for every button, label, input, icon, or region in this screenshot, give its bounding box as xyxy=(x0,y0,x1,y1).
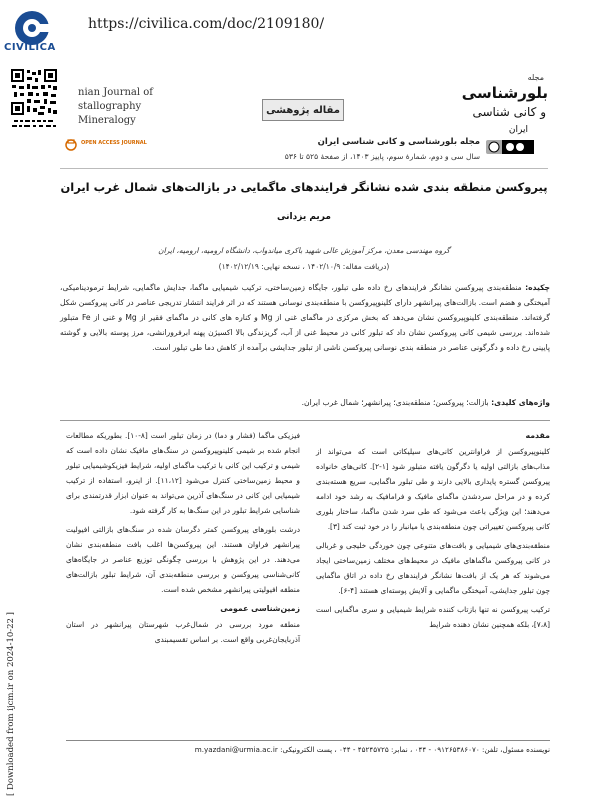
issue-info: سال سی و دوم، شمارهٔ سوم، پاییز ۱۴۰۳، از صفحهٔ ۵۲۵ تا ۵۳۶ xyxy=(284,152,480,161)
journal-english-name-line: Mineralogy xyxy=(78,115,136,126)
author-affiliation: گروه مهندسی معدن، مرکز آموزش عالی شهید باکری میاندواب، دانشگاه ارومیه، ارومیه، ایران xyxy=(158,246,450,255)
section-heading: مقدمه xyxy=(525,431,550,440)
journal-logo-line: و کانی شناسی xyxy=(472,105,546,119)
body-paragraph: کلینوپیروکسن از فراوانترین کانی‌های سیلیکاتی است که می‌تواند از مذاب‌های بازالتی اولیه یا دگرگون یافته متبلور شود [۱-۲]. کانی‌های خانواده پیروکسن گستره پایداری بالایی دارند و طی تبلور ماگمایی، سریع هسته‌بندی کرده و در مراحل سردشدن ماگمای مافیک و فرامافیک به رشد خود ادامه می‌دهند؛ این ویژگی باعث می‌شود که طی سرد شدن ماگما، ساختار بلوری کانی پیروکسن تغییراتی چون منطقه‌بندی یا میانبار را در خود ثبت کند [۳]. xyxy=(316,447,550,531)
journal-logo-icon xyxy=(461,70,552,140)
keywords-text: بازالت؛ پیروکسن؛ منطقه‌بندی؛ پیرانشهر؛ شمال غرب ایران. xyxy=(301,398,489,407)
creative-commons-icon xyxy=(486,140,534,154)
journal-english-name-line: nian Journal of xyxy=(78,87,153,98)
header-divider xyxy=(60,168,548,169)
author-name: مریم یزدانی xyxy=(277,212,331,222)
article-type-badge: مقاله پژوهشی xyxy=(262,99,344,121)
journal-logo-line: بلورشناسی xyxy=(461,84,548,102)
body-paragraph: منطقه‌بندی‌های شیمیایی و بافت‌های متنوعی چون خوردگی خلیجی و غربالی در کانی پیروکسن ماگماهای مافیک در محیط‌های مختلف زمین‌ساختی ایجاد می‌شوند که هر یک از بافت‌ها نشانگر فرایندهای رخ داده در اتاق ماگمایی چون تبلور جدایشی، آمیختگی ماگمایی و آلایش پوسته‌ای هستند [۴-۶]. xyxy=(316,541,550,595)
body-paragraph: فیزیکی ماگما (فشار و دما) در زمان تبلور است [۸-۱۰]. بطوریکه مطالعات انجام شده بر شیمی کلینوپیروکسن در سنگ‌های مافیک نشان داده است که شیمی و ترکیب این کانی با ترکیب ماگمای اولیه، شرایط فیزیکوشیمیایی تبلور و محیط زمین‌ساختی کنترل می‌شود [۱۱،۱۲]. از اینرو، استفاده از ترکیب شیمیایی این کانی در سنگ‌های آذرین می‌تواند به عنوان ابزار قدرتمندی برای شناسایی شرایط تبلور در این سنگ‌ها به کار گرفته شود. xyxy=(66,431,300,515)
journal-logo-line: ایران xyxy=(508,125,528,135)
download-note-text: [ Downloaded from ijcm.ir on 2024-10-22 ] xyxy=(6,612,16,796)
abstract xyxy=(60,280,550,355)
brand-name: CIVILICA xyxy=(4,42,56,53)
body-column-right xyxy=(316,428,550,636)
journal-english-name-line: stallography xyxy=(78,101,142,112)
body-paragraph: درشت بلورهای پیروکسن کمتر دگرسان شده در سنگ‌های بازالتی افیولیت پیرانشهر فراوان هستند. این پیروکسن‌ها اغلب بافت منطقه‌بندی نشان می‌دهند. در این پژوهش با بررسی چگونگی توزیع عناصر در جایگاه‌های کانی‌شناسی پیروکسن و بررسی منطقه‌بندی آن، شرایط تبلور بازالت‌های منطقه افیولیتی پیرانشهر مشخص شده است. xyxy=(66,525,300,594)
article-title: پیروکسن منطقه بندی شده نشانگر فرایندهای ماگمایی در بازالت‌های شمال غرب ایران xyxy=(60,180,548,194)
document-url-link[interactable]: https://civilica.com/doc/2109180/ xyxy=(88,16,325,32)
download-note xyxy=(1,578,19,798)
corresponding-author-contact: نویسنده مسئول، تلفن: ۰۹۱۲۶۵۳۸۶۰۷۰ - ۰۴۴ ، نمابر: ۴۵۲۴۵۷۲۵ - ۰۴۴ ، پست الکترونیکی: m.yazdani@urmia.ac.ir xyxy=(194,745,550,754)
abstract-label: چکیده: xyxy=(525,283,550,292)
journal-english-name xyxy=(78,86,168,128)
body-column-left xyxy=(66,428,300,651)
footer-divider xyxy=(66,740,550,741)
body-paragraph: منطقه مورد بررسی در شمال‌غرب شهرستان پیرانشهر در استان آذربایجان‌غربی واقع است. بر اساس تقسیمبندی xyxy=(66,620,300,644)
abstract-text: منطقه‌بندی پیروکسن نشانگر فرایندهای رخ داده طی تبلور، جایگاه زمین‌ساختی، ترکیب شیمیایی ماگما، جدایش ماگمایی، شرایط ترمودینامیکی، آمیختگی و هضم است. بازالت‌های پیرانشهر دارای کلینوپیروکسن با منطقه‌بندی نوسانی هستند که در اثر فرایند انتشار تدریجی عناصر در کانی پیروکسن شکل گرفته‌اند. منطقه‌بندی کلینوپیروکسن نشان می‌دهد که بخش مرکزی در ماگمای غنی از Mg و کناره های کانی در ماگمای فقیر از Mg و غنی از Fe متبلور شده‌اند. بررسی شیمی کانی پیروکسن نشان داد که تبلور کانی در محیط غنی از آب، گریزندگی بالا اکسیژن پهنه ابرفرورانشی، مرز پوسته بالایی و گوشته پایینی رخ داده و دگرگونی عناصر در منطقه بندی نوسانی پیروکسن ناشی از تبلور جدایشی برآمده از کاهش دما طی تبلور است. xyxy=(60,283,550,352)
keywords-label: واژه‌های کلیدی: xyxy=(491,398,550,407)
article-dates: (دریافت مقاله: ۱۴۰۲/۱۰/۹ ، نسخه نهایی: ۱۴۰۲/۱۲/۱۹) xyxy=(218,262,390,271)
journal-logo-line: مجله xyxy=(527,73,544,82)
open-access-label: OPEN ACCESS JOURNAL xyxy=(81,140,147,146)
journal-persian-name: مجله بلورشناسی و کانی شناسی ایران xyxy=(317,137,480,147)
keywords xyxy=(60,398,550,407)
body-paragraph: ترکیب پیروکسن نه تنها بازتاب کننده شرایط شیمیایی و سری ماگمایی است [۷،۸]، بلکه همچنین نشان دهنده شرایط xyxy=(316,605,550,629)
abstract-divider xyxy=(60,420,550,421)
qr-code-icon xyxy=(10,68,58,132)
section-heading: زمین‌شناسی عمومی xyxy=(220,604,300,613)
